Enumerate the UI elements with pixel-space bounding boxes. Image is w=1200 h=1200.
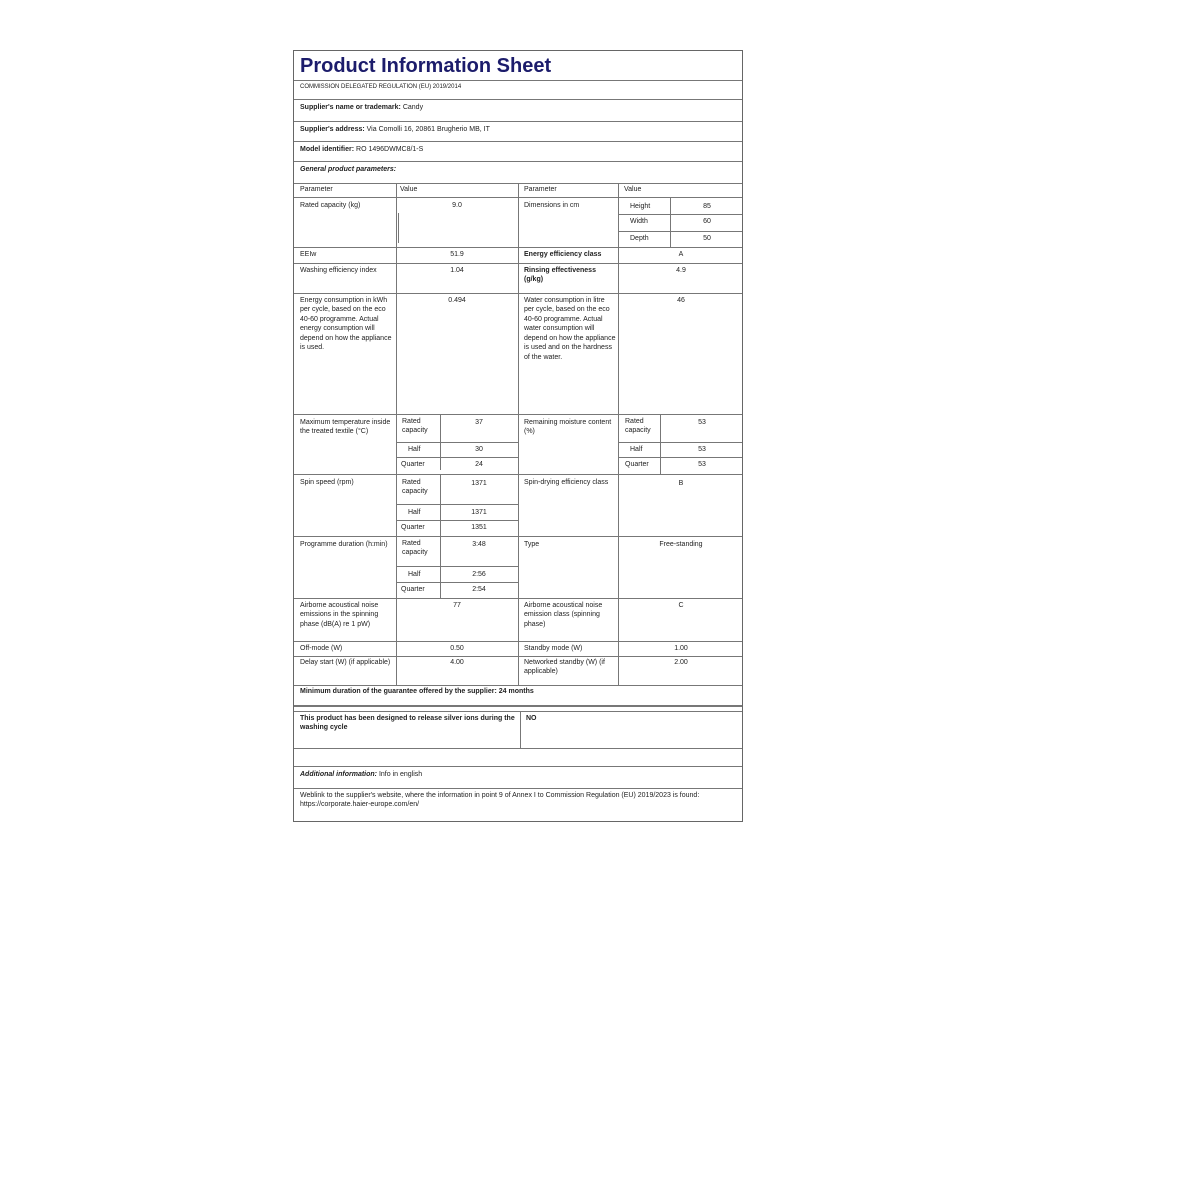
col-value-2: Value: [624, 186, 642, 193]
moist-rated-label-text: Rated capacity: [625, 418, 651, 435]
supplier-name-label: Supplier's name or trademark:: [300, 104, 401, 111]
supplier-name: Candy: [402, 104, 424, 111]
type-label: Type: [524, 541, 540, 548]
regulation-text: COMMISSION DELEGATED REGULATION (EU) 2019/2014: [300, 84, 462, 90]
spin-half-value: 1371: [471, 509, 487, 516]
noise-label: Airborne acoustical noise emissions in the spinning phase (dB(A) re 1 pW): [300, 602, 379, 628]
dur-rated-label: [402, 539, 432, 558]
moist-rated-value: 53: [698, 419, 706, 426]
capacity-value: 9.0: [452, 202, 462, 209]
spin-class-label: Spin-drying efficiency class: [524, 479, 609, 486]
weblink-url[interactable]: https://corporate.haier-europe.com/en/: [300, 801, 420, 809]
standby-value: 1.00: [674, 645, 688, 652]
dur-rated-label-text: Rated capacity: [402, 540, 428, 557]
dur-quarter-value: 2:54: [472, 586, 486, 593]
col-parameter-2: Parameter: [524, 186, 557, 193]
temp-half-value: 30: [475, 446, 483, 453]
washing-index-value: 1.04: [450, 267, 464, 274]
off-mode-label: Off-mode (W): [300, 645, 343, 652]
spin-class-value: B: [678, 480, 684, 487]
weblink-text: Weblink to the supplier's website, where the information in point 9 of Annex I to Commission Regulation (EU) 2019/2023 is found:: [300, 792, 700, 799]
depth-value: 50: [703, 235, 711, 242]
delay-start-label: Delay start (W) (if applicable): [300, 659, 391, 666]
page-title: Product Information Sheet: [300, 55, 552, 77]
dimensions-label: Dimensions in cm: [524, 202, 580, 209]
energy-class-value: A: [678, 251, 684, 258]
temp-rated-label-text: Rated capacity: [402, 418, 428, 435]
eei-value: 51.9: [450, 251, 464, 258]
height-label: Height: [630, 203, 651, 210]
temp-quarter-value: 24: [475, 461, 483, 468]
spin-quarter-value: 1351: [471, 524, 487, 531]
moist-rated-label: [625, 417, 655, 436]
temp-rated-value: 37: [475, 419, 483, 426]
spin-quarter-label: Quarter: [401, 524, 425, 531]
moist-quarter-value: 53: [698, 461, 706, 468]
moisture-label: Remaining moisture content (%): [524, 419, 612, 436]
temp-quarter-label: Quarter: [401, 461, 425, 468]
spin-rated-value: 1371: [471, 480, 487, 487]
rinsing-label: Rinsing effectiveness (g/kg): [524, 267, 596, 284]
dur-half-value: 2:56: [472, 571, 486, 578]
model-row: [300, 145, 423, 154]
standby-label: Standby mode (W): [524, 645, 583, 652]
supplier-address: Via Comolli 16, 20861 Brugherio MB, IT: [366, 126, 490, 133]
energy-class-label: Energy efficiency class: [524, 251, 602, 258]
off-mode-value: 0.50: [450, 645, 464, 652]
spin-rated-label: [402, 478, 432, 497]
supplier-address-row: [300, 125, 490, 134]
temp-rated-label: [402, 417, 432, 436]
weblink-row: [300, 791, 736, 810]
spin-speed-label: Spin speed (rpm): [300, 479, 354, 486]
type-value: Free-standing: [659, 541, 703, 548]
moist-half-value: 53: [698, 446, 706, 453]
noise-value: 77: [453, 602, 461, 609]
col-value: Value: [400, 186, 418, 193]
energy-consumption-value: 0.494: [448, 297, 466, 304]
temp-half-label: Half: [408, 446, 421, 453]
dur-half-label: Half: [408, 571, 421, 578]
supplier-address-label: Supplier's address:: [300, 126, 365, 133]
col-parameter: Parameter: [300, 186, 333, 193]
moist-half-label: Half: [630, 446, 643, 453]
model-label: Model identifier:: [300, 146, 355, 153]
dur-quarter-label: Quarter: [401, 586, 425, 593]
noise-class-label: Airborne acoustical noise emission class (spinning phase): [524, 602, 603, 628]
width-label: Width: [630, 218, 648, 225]
width-value: 60: [703, 218, 711, 225]
dur-rated-value: 3:48: [472, 541, 486, 548]
noise-class-value: C: [678, 602, 684, 609]
height-value: 85: [703, 203, 711, 210]
additional-info-label: Additional information:: [300, 771, 377, 778]
model-identifier: RO 1496DWMC8/1-S: [356, 146, 424, 153]
duration-label: Programme duration (h:min): [300, 541, 388, 548]
delay-start-value: 4.00: [450, 659, 464, 666]
general-params-label: General product parameters:: [300, 166, 397, 173]
washing-index-label: Washing efficiency index: [300, 267, 377, 274]
depth-label: Depth: [630, 235, 649, 242]
guarantee-text: Minimum duration of the guarantee offered by the supplier: 24 months: [300, 688, 534, 695]
additional-info-value: Info in english: [378, 771, 423, 778]
capacity-label: Rated capacity (kg): [300, 202, 361, 209]
additional-info-row: [300, 770, 422, 779]
product-information-sheet: [293, 50, 743, 822]
networked-standby-value: 2.00: [674, 659, 688, 666]
energy-consumption-label: Energy consumption in kWh per cycle, based on the eco 40-60 programme. Actual energy consumption will depend on how the appliance is used.: [300, 297, 392, 352]
networked-standby-label: Networked standby (W) (if applicable): [524, 659, 605, 676]
eei-label: EEIw: [300, 251, 317, 258]
spin-rated-label-text: Rated capacity: [402, 479, 428, 496]
moist-quarter-label: Quarter: [625, 461, 649, 468]
silver-ions-value: NO: [526, 715, 537, 722]
water-consumption-label: Water consumption in litre per cycle, based on the eco 40-60 programme. Actual water consumption will depend on how the appliance is used and on the hardness of the water.: [524, 297, 616, 361]
supplier-name-row: [300, 103, 423, 112]
max-temp-label: Maximum temperature inside the treated textile (°C): [300, 419, 391, 436]
water-consumption-value: 46: [677, 297, 685, 304]
silver-ions-label: This product has been designed to release silver ions during the washing cycle: [300, 715, 515, 732]
spin-half-label: Half: [408, 509, 421, 516]
rinsing-value: 4.9: [676, 267, 686, 274]
